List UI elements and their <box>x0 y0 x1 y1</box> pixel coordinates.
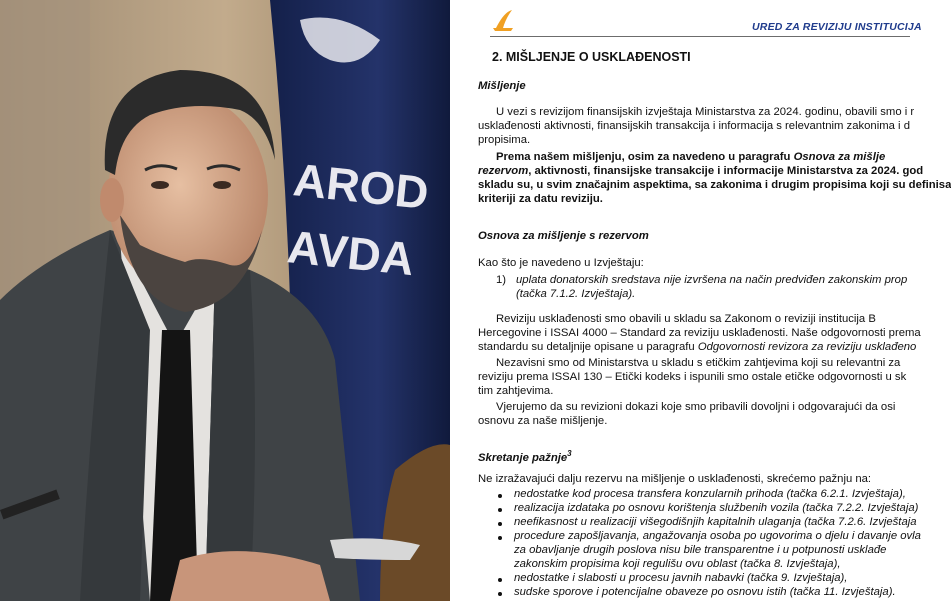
bullet-dot <box>498 536 502 540</box>
p2-line-4: kriteriji za datu reviziju. <box>478 193 603 205</box>
p2-line-2: rezervom, aktivnosti, finansijske transakcije i informacije Ministarstva za 2024. god <box>478 165 924 177</box>
item1-line-1: uplata donatorskih sredstava nije izvršena na način predviđen zakonskim prop <box>516 274 908 286</box>
bullet-6: sudske sporove i potencijalne obaveze po osnovu istih (tačka 11. Izvještaja). <box>514 586 896 598</box>
bullet-dot <box>498 508 502 512</box>
p3-line-3: standardu su detaljnije opisane u paragrafu Odgovornosti revizora za reviziju usklađeno <box>478 341 917 353</box>
p5-line-2: osnovu za naše mišljenje. <box>478 415 608 427</box>
bullet-dot <box>498 592 502 596</box>
p4-line-3: tim zahtjevima. <box>478 385 554 397</box>
p4-line-2: reviziju prema ISSAI 130 – Etički kodeks i ispunili smo ostale etičke odgovornosti u sk <box>478 371 907 383</box>
bullet-2: realizacija izdataka po osnovu korištenja službenih vozila (tačka 7.2.2. Izvještaja) <box>514 502 919 514</box>
portrait-photo <box>0 0 450 601</box>
section-title: 2. MIŠLJENJE O USKLAĐENOSTI <box>492 50 691 64</box>
p1-line-2: usklađenosti aktivnosti, finansijskih transakcija i informacija s relevantnim zakonima i d <box>478 120 910 132</box>
emphasis-heading: Skretanje pažnje$^3$ <box>478 449 572 464</box>
p2-line-1: Prema našem mišljenju, osim za navedeno u paragrafu Osnova za mišlje <box>496 151 886 163</box>
p3-line-1: Reviziju usklađenosti smo obavili u skladu sa Zakonom o reviziji institucija B <box>496 313 876 325</box>
p3-line-2: Hercegovine i ISSAI 4000 – Standard za reviziju usklađenosti. Naše odgovornosti prema <box>478 327 921 339</box>
p1-line-1: U vezi s revizijom finansijskih izvještaja Ministarstva za 2024. godinu, obavili smo i r <box>496 106 915 118</box>
bullet-1: nedostatke kod procesa transfera konzularnih prihoda (tačka 6.2.1. Izvještaja), <box>514 488 906 500</box>
bullet-dot <box>498 494 502 498</box>
opinion-heading: Mišljenje <box>478 80 526 92</box>
bullet-4-line-1: procedure zapošljavanja, angažovanja osoba po ugovorima o djelu i davanje ovla <box>514 530 921 542</box>
item1-number: 1) <box>496 274 507 286</box>
p5-line-1: Vjerujemo da su revizioni dokazi koje smo pribavili dovoljni i odgovarajući da osi <box>496 401 896 413</box>
header-org-name: URED ZA REVIZIJU INSTITUCIJA <box>752 21 922 33</box>
bullet-4-line-2: za obavljanje drugih poslova nisu bile transparentne i u potpunosti usklađe <box>514 544 887 556</box>
portrait-illustration <box>0 0 450 601</box>
header-divider <box>490 36 910 37</box>
bullet-3: neefikasnost u realizaciji višegodišnjih kapitalnih ulaganja (tačka 7.2.6. Izvještaja <box>514 516 917 528</box>
emphasis-intro: Ne izražavajući dalju rezervu na mišljenje o usklađenosti, skrećemo pažnju na: <box>478 473 872 485</box>
p1-line-3: propisima. <box>478 134 531 146</box>
bullet-dot <box>498 522 502 526</box>
bullet-dot <box>498 578 502 582</box>
bullet-5: nedostatke i slabosti u procesu javnih nabavki (tačka 9. Izvještaja), <box>514 572 848 584</box>
footnote-marker: 3 <box>567 449 572 458</box>
audit-report-page <box>452 0 951 601</box>
audit-office-logo <box>490 8 516 34</box>
flag-text-2: AVDA <box>284 220 417 286</box>
basis-intro: Kao što je navedeno u Izvještaju: <box>478 257 644 269</box>
basis-heading: Osnova za mišljenje s rezervom <box>478 230 649 242</box>
flag-text-1: AROD <box>290 153 432 220</box>
p4-line-1: Nezavisni smo od Ministarstva u skladu s etičkim zahtjevima koji su relevantni za <box>496 357 901 369</box>
bullet-4-line-3: zakonskim propisima koji regulišu ovu oblast (tačka 8. Izvještaja), <box>514 558 841 570</box>
item1-line-2: (tačka 7.1.2. Izvještaja). <box>516 288 636 300</box>
p2-line-3: skladu su, u svim značajnim aspektima, sa zakonima i drugim propisima koji su definisa <box>478 179 951 191</box>
